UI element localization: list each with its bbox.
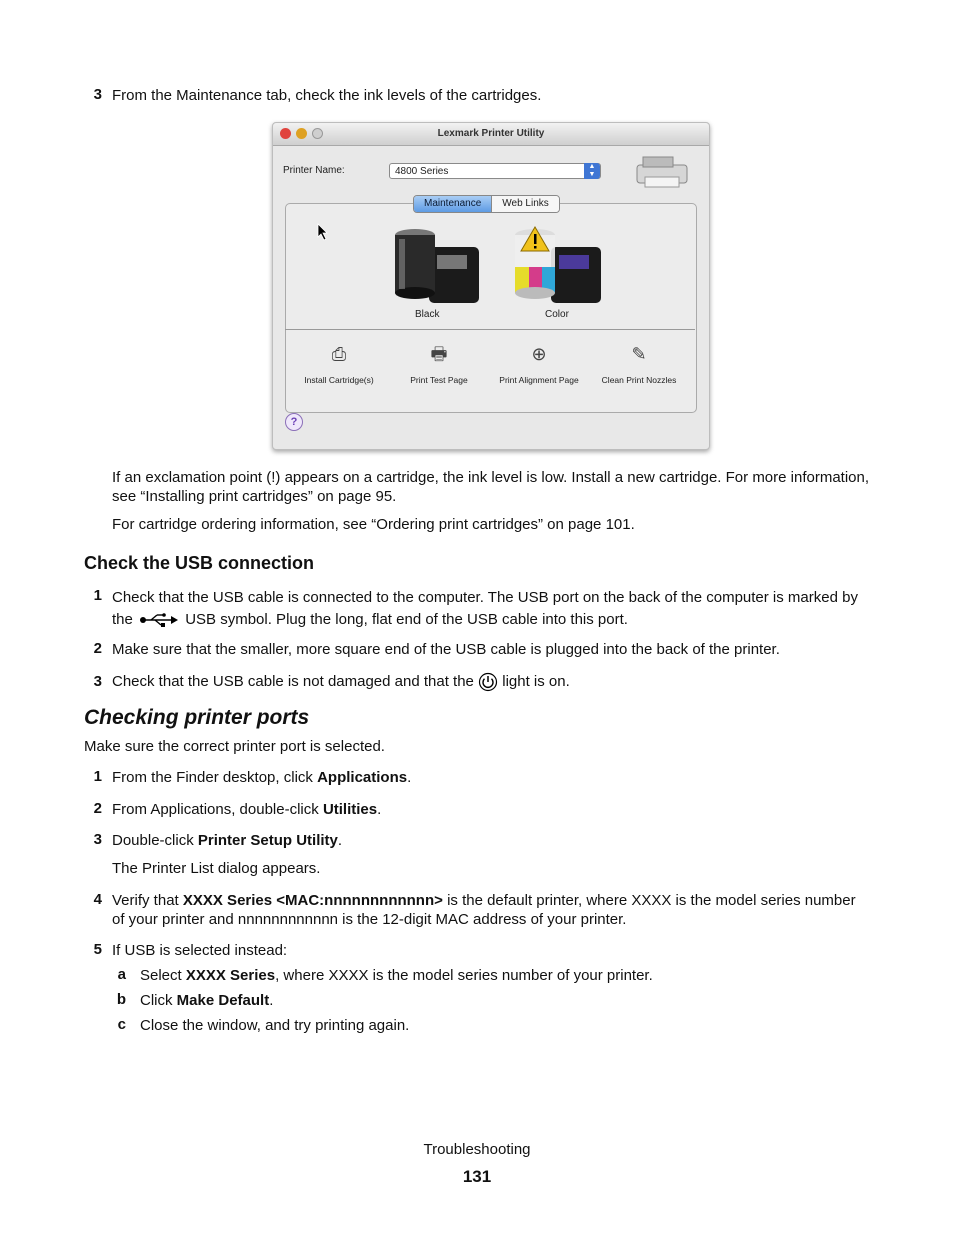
tool-label: Install Cartridge(s) <box>304 375 374 385</box>
step-text: light is on. <box>502 673 570 690</box>
tool-label: Print Test Page <box>410 375 468 385</box>
power-icon <box>478 672 498 692</box>
step-text: Check that the USB cable is connected to the computer. The USB port on the back of the computer is marked by the <box>112 589 858 628</box>
tab-bar <box>413 195 560 213</box>
tool-label: Clean Print Nozzles <box>601 375 677 385</box>
print-alignment-page-button[interactable] <box>489 341 589 385</box>
step-number: 5 <box>93 941 102 958</box>
cartridge-label-color: Color <box>545 309 569 320</box>
tab-maintenance[interactable]: Maintenance <box>414 196 492 212</box>
printer-select[interactable] <box>389 163 601 179</box>
printer-small-icon: 🖶 <box>430 344 448 364</box>
substep-letter: b <box>116 991 126 1008</box>
step-number: 2 <box>93 640 102 657</box>
black-cartridge-icon <box>391 225 485 309</box>
chevron-updown-icon: ▲ ▼ <box>584 163 600 179</box>
step-number: 1 <box>93 587 102 604</box>
step-text: Check that the USB cable is not damaged and that the <box>112 673 474 690</box>
ports-step-5: If USB is selected instead: <box>112 942 288 959</box>
step-text: From the Maintenance tab, check the ink levels of the cartridges. <box>112 87 542 104</box>
substep-letter: a <box>117 966 126 983</box>
substep-letter: c <box>117 1016 126 1033</box>
step-number: 4 <box>93 891 102 908</box>
ports-intro: Make sure the correct printer port is selected. <box>84 738 385 755</box>
ordering-paragraph: For cartridge ordering information, see “Ordering print cartridges” on page 101. <box>112 516 635 533</box>
tab-web-links[interactable]: Web Links <box>492 196 559 212</box>
ports-step-4: Verify that XXXX Series <MAC:nnnnnnnnnnnn> is the default printer, where XXXX is the model series number of your printer and nnnnnnnnnnnn is the 12-digit MAC address of your printer. <box>112 892 856 928</box>
substep-a: Select XXXX Series, where XXXX is the model series number of your printer. <box>140 967 653 984</box>
step-number: 3 <box>93 673 102 690</box>
step-number: 2 <box>93 800 102 817</box>
substep-c: Close the window, and try printing again. <box>140 1017 410 1034</box>
low-ink-paragraph: If an exclamation point (!) appears on a cartridge, the ink level is low. Install a new cartridge. For more information, see “Installing print cartridges” on page 95. <box>112 469 870 505</box>
ports-step-3: Double-click Printer Setup Utility. <box>112 832 343 849</box>
usb-step-3 <box>112 671 872 693</box>
page-number: 131 <box>462 1167 492 1186</box>
install-cartridge-icon: ⎙ <box>331 344 347 364</box>
help-button[interactable]: ? <box>285 413 303 431</box>
install-cartridge-button[interactable] <box>289 341 389 385</box>
usb-step-1 <box>112 587 872 631</box>
footer-section: Troubleshooting <box>423 1141 531 1158</box>
window-title: Lexmark Printer Utility <box>437 128 545 139</box>
clean-print-nozzles-button[interactable] <box>589 341 689 385</box>
step-text: USB symbol. Plug the long, flat end of the USB cable into this port. <box>185 611 628 628</box>
cursor-icon <box>317 223 329 241</box>
ports-step-2: From Applications, double-click Utilities. <box>112 801 382 818</box>
usb-heading: Check the USB connection <box>84 553 315 573</box>
printer-utility-window <box>272 122 710 450</box>
clean-nozzles-icon: ✎ <box>631 344 647 364</box>
substep-b: Click Make Default. <box>140 992 274 1009</box>
usb-symbol-icon <box>139 613 179 627</box>
step-note: The Printer List dialog appears. <box>112 860 321 877</box>
color-cartridge-icon <box>511 225 607 309</box>
title-bar <box>273 123 709 146</box>
printer-icon <box>633 153 691 191</box>
ports-step-1: From the Finder desktop, click Applications. <box>112 769 412 786</box>
step-number: 3 <box>93 86 102 103</box>
alignment-page-icon: ⊕ <box>531 344 547 364</box>
usb-step-2: Make sure that the smaller, more square end of the USB cable is plugged into the back of the printer. <box>112 641 780 658</box>
step-number: 1 <box>93 768 102 785</box>
cartridge-label-black: Black <box>415 309 440 320</box>
ports-heading: Checking printer ports <box>84 706 310 729</box>
divider <box>285 329 695 330</box>
print-test-page-button[interactable] <box>389 341 489 385</box>
printer-select-value: 4800 Series <box>395 166 449 177</box>
printer-name-label: Printer Name: <box>283 165 345 176</box>
tool-label: Print Alignment Page <box>499 375 579 385</box>
step-number: 3 <box>93 831 102 848</box>
